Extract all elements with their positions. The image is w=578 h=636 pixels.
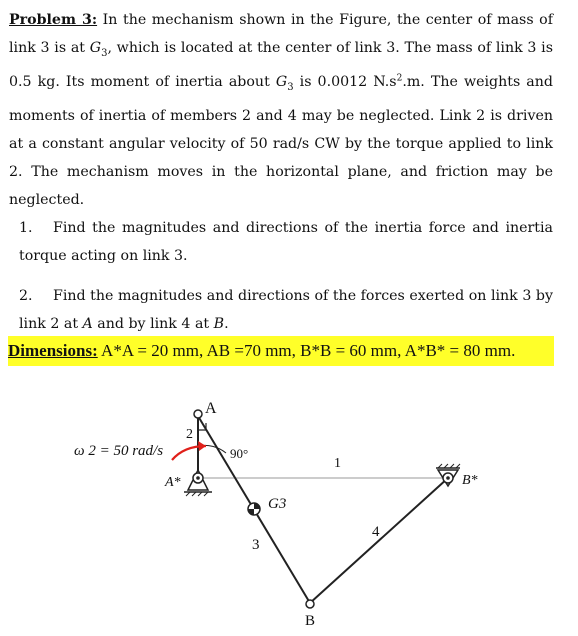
- question-2-text-3: .: [224, 315, 229, 332]
- pin-b-icon: [306, 600, 314, 608]
- question-2-point-b: B: [213, 315, 225, 332]
- question-2-number: 2.: [19, 287, 33, 304]
- dimensions-label: Dimensions:: [8, 341, 98, 360]
- link-4: [310, 478, 448, 603]
- question-2: [9, 282, 553, 338]
- link-2-label: 2: [186, 427, 193, 442]
- label-b-star: B*: [462, 473, 478, 488]
- intro-superscript: 2: [396, 73, 403, 84]
- intro-text-4: .m. The weights and moments of inertia of members 2 and 4 may be neglected. Link 2 is driven at a constant angular velocity of 50 rad/s CW by the torque applied to link 2. The mechanism moves in the horizontal plane, and friction may be neglected.: [9, 73, 553, 208]
- problem-paragraph: [9, 6, 553, 214]
- question-1-text: Find the magnitudes and directions of the inertia force and inertia torque acting on link 3.: [19, 219, 553, 264]
- question-2-text-1: Find the magnitudes and directions of the forces exerted on link 3 by link 2 at: [19, 287, 553, 332]
- link-1-label: 1: [334, 456, 341, 471]
- label-g3: G3: [268, 496, 287, 512]
- g3-symbol: G: [89, 40, 102, 56]
- ground-support-a-star-icon: [184, 470, 212, 496]
- ground-support-b-star-icon: [436, 464, 460, 486]
- dimensions-highlight: [8, 336, 554, 366]
- intro-text-1: In the mechanism shown in the Figure, the center of mass of link 3 is at: [9, 12, 553, 56]
- link-4-label: 4: [372, 524, 380, 540]
- g3-subscript: 3: [101, 47, 108, 59]
- angle-label: 90°: [230, 446, 249, 461]
- intro-text-3: is 0.0012 N.s: [293, 73, 397, 90]
- question-2-point-a: A: [82, 315, 93, 332]
- g3-symbol-2: G: [275, 73, 288, 90]
- label-a: A: [205, 400, 217, 417]
- problem-statement: [9, 6, 553, 338]
- center-of-mass-g3-icon: [248, 503, 260, 515]
- label-a-star: A*: [165, 475, 181, 490]
- label-b: B: [305, 613, 316, 629]
- problem-label: Problem 3:: [9, 12, 98, 28]
- question-1-number: 1.: [19, 219, 33, 236]
- omega-label: ω 2 = 50 rad/s: [74, 443, 164, 459]
- angular-velocity-arrow-icon: [172, 441, 206, 460]
- question-2-text-2: and by link 4 at: [92, 315, 214, 332]
- pin-a-icon: [194, 410, 202, 418]
- intro-text-2: , which is located at the center of link 3. The mass of link 3 is 0.5 kg. Its moment of inertia about: [9, 40, 553, 90]
- mechanism-figure: [0, 390, 578, 636]
- dimensions-text: A*A = 20 mm, AB =70 mm, B*B = 60 mm, A*B* = 80 mm.: [97, 341, 516, 360]
- question-1: [9, 214, 553, 270]
- link-3-label: 3: [252, 537, 260, 553]
- g3-subscript-2: 3: [287, 81, 294, 93]
